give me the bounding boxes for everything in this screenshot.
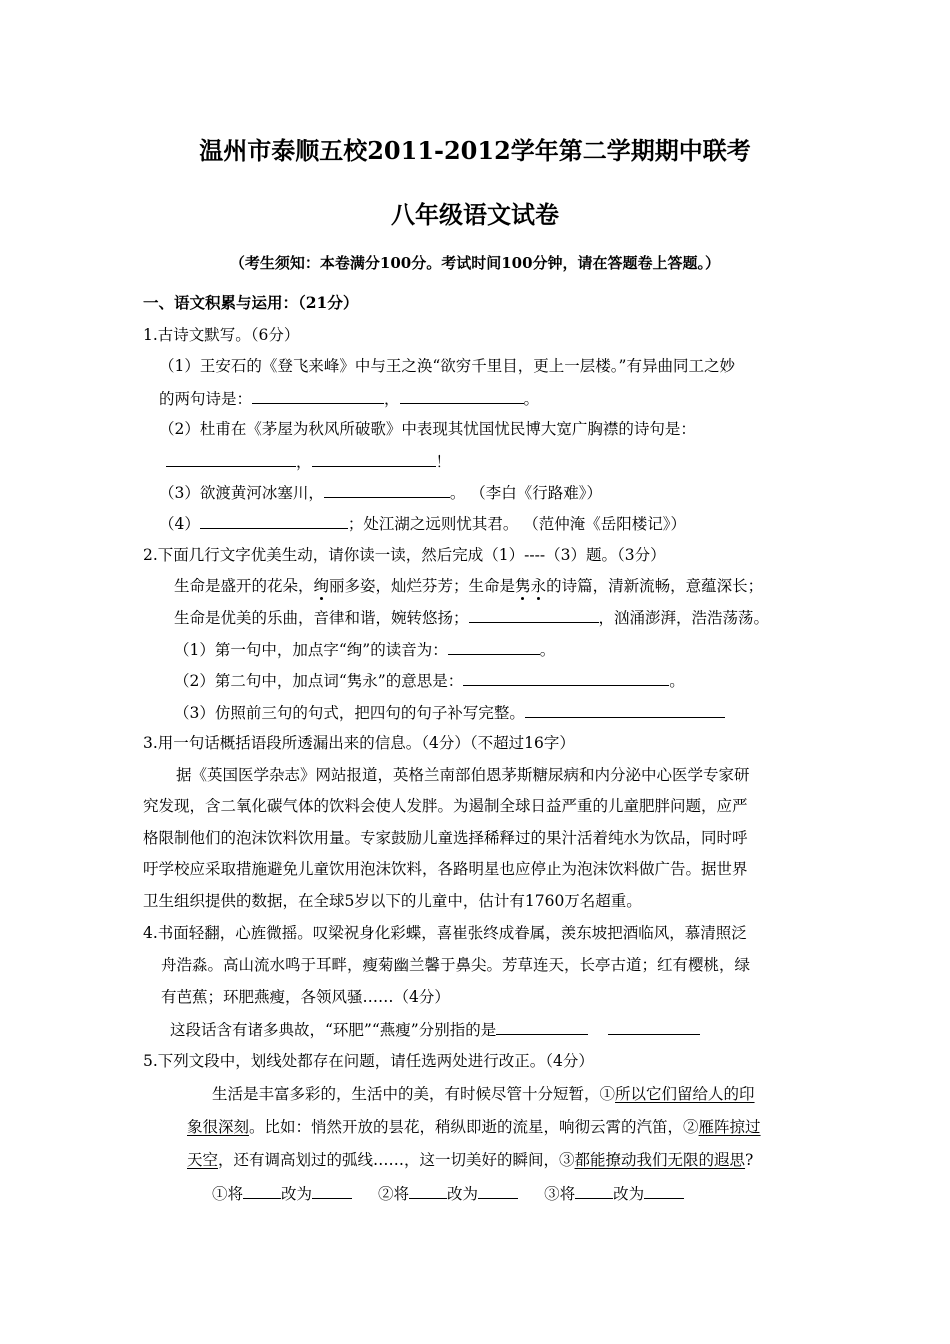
q1-sub3 [159, 481, 602, 504]
section-heading: 一、语文积累与运用：（21分） [143, 293, 359, 312]
q5-passage-line1 [212, 1083, 755, 1105]
q1-blank-2b[interactable] [312, 450, 436, 467]
fix-mid: 改为 [613, 1185, 645, 1203]
q3-line: 据《英国医学杂志》网站报道，英格兰南部伯恩茅斯糖尿病和内分泌中心医学专家研 [176, 766, 750, 784]
q2-sub2 [174, 669, 685, 692]
q5-stem: 5.下列文段中，划线处都存在问题，请任选两处进行改正。（4分） [143, 1052, 594, 1070]
q2-blank-1[interactable] [448, 638, 540, 655]
q3-line: 究发现，含二氧化碳气体的饮料会使人发胖。为遏制全球日益严重的儿童肥胖问题，应严 [143, 797, 748, 815]
q4-question [170, 1018, 700, 1041]
q4-question-text: 这段话含有诸多典故，“环肥”“燕瘦”分别指的是 [170, 1021, 497, 1039]
q3-stem: 3.用一句话概括语段所透漏出来的信息。（4分）（不超过16字） [143, 734, 575, 752]
q3-line: 格限制他们的泡沫饮料饮用量。专家鼓励儿童选择稀释过的果汁活着纯水为饮品，同时呼 [143, 829, 748, 847]
period: 。 [669, 672, 685, 690]
fix3-label: ③将 [544, 1185, 576, 1203]
fix1-blank-b[interactable] [312, 1182, 352, 1199]
q1-sub1-line1: （1）王安石的《登飞来峰》中与王之涣“欲穷千里目，更上一层楼。”有异曲同工之妙 [159, 357, 735, 375]
q2-passage-line2 [174, 606, 769, 629]
exam-subtitle: 八年级语文试卷 [391, 200, 559, 229]
fix3-blank-a[interactable] [575, 1182, 613, 1199]
q1-sub4-prefix: （4） [159, 515, 200, 533]
q2-text: 丽多姿，灿烂芬芳；生命是 [329, 577, 516, 595]
fix2-label: ②将 [378, 1185, 410, 1203]
dotted-char-xuan: 绚 [313, 577, 330, 595]
q1-sub1-line2 [159, 387, 539, 410]
q3-line: 卫生组织提供的数据，在全球5岁以下的儿童中，估计有1760万名超重。 [143, 892, 642, 910]
q2-text: 生命是盛开的花朵， [174, 577, 314, 595]
fix-mid: 改为 [447, 1185, 479, 1203]
q2-passage-line1 [174, 575, 763, 597]
q1-blank-2a[interactable] [166, 450, 296, 467]
q1-blank-4[interactable] [200, 512, 348, 529]
q1-sub4 [159, 512, 686, 535]
underlined-phrase-1: 象很深刻 [187, 1118, 250, 1136]
q5-passage-line2 [187, 1116, 761, 1138]
q1-sub1-prefix: 的两句诗是： [159, 390, 253, 408]
q4-line: 有芭蕉；环肥燕瘦，各领风骚……（4分） [161, 988, 450, 1006]
period: 。 [523, 390, 540, 408]
q2-sub1 [174, 638, 555, 661]
q4-line: 舟浩淼。高山流水鸣于耳畔，瘦菊幽兰馨于鼻尖。芳草连天，长亭古道；红有樱桃，绿 [161, 956, 751, 974]
fix3-blank-b[interactable] [644, 1182, 684, 1199]
fix-mid: 改为 [281, 1185, 313, 1203]
q2-passage-blank[interactable] [469, 606, 599, 623]
q1-sub4-suffix: ；处江湖之远则忧其君。 （范仲淹《岳阳楼记》） [347, 515, 687, 533]
underlined-phrase-2: 天空 [187, 1151, 219, 1169]
q1-sub2-line1: （2）杜甫在《茅屋为秋风所破歌》中表现其忧国忧民博大宽广胸襟的诗句是： [159, 420, 696, 438]
q2-sub1-text: （1）第一句中，加点字“绚”的读音为： [174, 641, 448, 659]
q5-text: 生活是丰富多彩的，生活中的美，有时候尽管十分短暂，① [212, 1085, 616, 1103]
q4-line: 4.书面轻翻，心旌微摇。叹梁祝身化彩蝶，喜崔张终成眷属，羡东坡把酒临风，慕清照泛 [143, 924, 747, 942]
period: 。 [539, 641, 556, 659]
dotted-char-jun: 隽 [515, 577, 531, 595]
comma: ， [384, 390, 400, 408]
fix1-label: ①将 [212, 1185, 244, 1203]
q2-text: 生命是优美的乐曲，音律和谐，婉转悠扬； [174, 609, 469, 627]
q2-sub3-text: （3）仿照前三句的句式，把四句的句子补写完整。 [174, 704, 525, 722]
q2-text: 的诗篇，清新流畅，意蕴深长； [546, 577, 764, 595]
fix2-blank-b[interactable] [478, 1182, 518, 1199]
q5-fix-row [212, 1182, 684, 1205]
underlined-phrase-2: 雁阵掠过 [698, 1118, 761, 1136]
fix1-blank-a[interactable] [243, 1182, 281, 1199]
q1-blank-1b[interactable] [400, 387, 524, 404]
q4-blank-2[interactable] [608, 1018, 700, 1035]
exam-notice: （考生须知：本卷满分100分。考试时间100分钟，请在答题卷上答题。） [229, 254, 721, 272]
q5-text: ? [745, 1151, 754, 1169]
q3-line: 吁学校应采取措施避免儿童饮用泡沫饮料，各路明星也应停止为泡沫饮料做广告。据世界 [143, 860, 748, 878]
q1-blank-1a[interactable] [252, 387, 384, 404]
q1-sub3-suffix: 。 （李白《行路难》） [449, 484, 603, 502]
q2-blank-3[interactable] [525, 701, 725, 718]
comma: ， [296, 453, 312, 471]
underlined-phrase-3: 都能撩动我们无限的遐思 [574, 1151, 746, 1169]
exclaim: ！ [435, 453, 452, 471]
q2-sub2-text: （2）第二句中，加点词“隽永”的意思是： [174, 672, 464, 690]
dotted-char-yong: 永 [530, 577, 547, 595]
q1-sub3-prefix: （3）欲渡黄河冰塞川， [159, 484, 324, 502]
q1-blank-3[interactable] [324, 481, 450, 498]
q4-blank-1[interactable] [496, 1018, 588, 1035]
exam-title: 温州市泰顺五校2011-2012学年第二学期期中联考 [199, 136, 751, 165]
q1-stem: 1.古诗文默写。（6分） [143, 326, 300, 344]
q1-sub2-line2 [166, 450, 451, 473]
q2-text: ，汹涌澎湃，浩浩荡荡。 [598, 609, 770, 627]
q5-passage-line3 [187, 1149, 753, 1171]
q5-text: 。比如：悄然开放的昙花，稍纵即逝的流星，响彻云霄的汽笛，② [249, 1118, 699, 1136]
q2-blank-2[interactable] [463, 669, 669, 686]
q5-text: ，还有调高划过的弧线……，这一切美好的瞬间，③ [218, 1151, 575, 1169]
fix2-blank-a[interactable] [409, 1182, 447, 1199]
underlined-phrase-1: 所以它们留给人的印 [615, 1085, 755, 1103]
q2-stem: 2.下面几行文字优美生动，请你读一读，然后完成（1）----（3）题。（3分） [143, 546, 666, 564]
q2-sub3 [174, 701, 725, 724]
